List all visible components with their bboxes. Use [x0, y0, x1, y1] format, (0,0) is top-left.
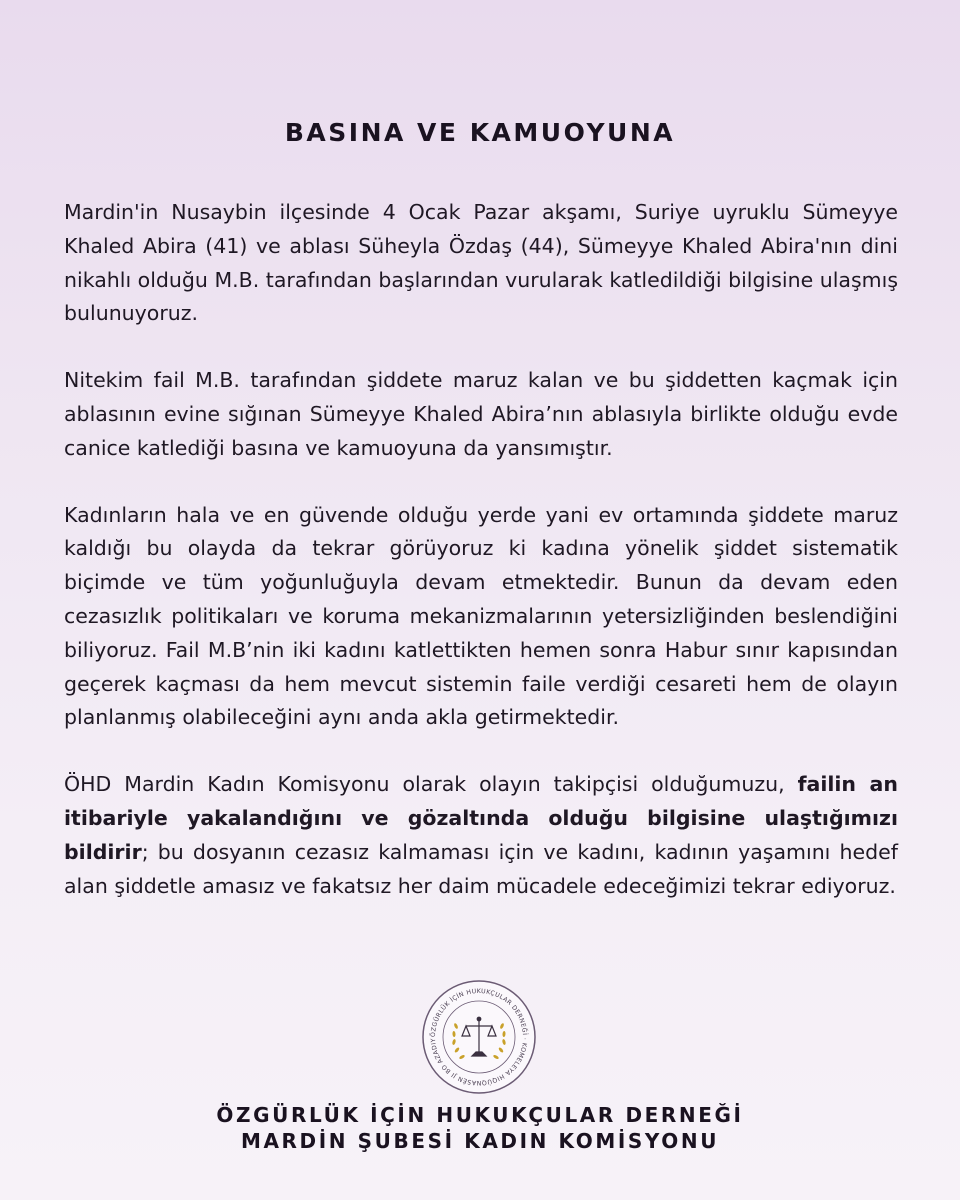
paragraph-1: Mardin'in Nusaybin ilçesinde 4 Ocak Pazar akşamı, Suriye uyruklu Sümeyye Khaled Abira (41) ve ablası Süheyla Özdaş (44), Sümeyye Khaled Abira'nın dini nikahlı olduğu M.B. tarafından başlarından vurularak katledildiği bilgisine ulaşmış bulunuyoruz.	[64, 200, 898, 326]
paragraph-3: Kadınların hala ve en güvende olduğu yerde yani ev ortamında şiddete maruz kaldığı bu olayda da tekrar görüyoruz ki kadına yönelik şiddet sistematik biçimde ve tüm yoğunluğuyla devam etmektedir. Bunun da devam eden cezasızlık politikaları ve koruma mekanizmalarının yetersizliğinden beslendiğini biliyoruz. Fail M.B’nin iki kadını katlettikten hemen sonra Habur sınır kapısından geçerek kaçması da hem mevcut sistemin faile verdiği cesareti hem de olayın planlanmış olabileceğini aynı anda akla getirmektedir.	[64, 502, 898, 730]
paragraph-4	[64, 768, 898, 903]
organization-signature	[0, 1102, 960, 1154]
seal-graphic	[420, 978, 538, 1096]
paragraph-2: Nitekim fail M.B. tarafından şiddete maruz kalan ve bu şiddetten kaçmak için ablasının evine sığınan Sümeyye Khaled Abira’nın ablasıyla birlikte olduğu evde canice katlediği basına ve kamuoyuna da yansımıştır.	[64, 368, 898, 460]
seal-ring-text: ÖZGÜRLÜK İÇİN HUKUKÇULAR DERNEĞİ · KOMELEYA HIQÛQNASÊN JI BO AZADIY	[429, 987, 529, 1087]
paragraph-4-bold: failin an itibariyle yakalandığını ve gözaltında olduğu bilgisine ulaştığımızı bildirir	[64, 772, 898, 864]
paragraph-4-start: ÖHD Mardin Kadın Komisyonu olarak olayın takipçisi olduğumuzu,	[64, 772, 798, 797]
organization-name-line-2: MARDİN ŞUBESİ KADIN KOMİSYONU	[240, 1129, 720, 1153]
organization-name-line-1: ÖZGÜRLÜK İÇİN HUKUKÇULAR DERNEĞİ	[216, 1103, 744, 1127]
association-seal-logo	[420, 978, 538, 1096]
statement-body	[64, 196, 898, 936]
page-title: BASINA VE KAMUOYUNA	[284, 118, 676, 147]
paragraph-4-end: ; bu dosyanın cezasız kalmaması için ve kadını, kadının yaşamını hedef alan şiddetle amasız ve fakatsız her daim mücadele edeceğimizi tekrar ediyoruz.	[64, 839, 898, 898]
